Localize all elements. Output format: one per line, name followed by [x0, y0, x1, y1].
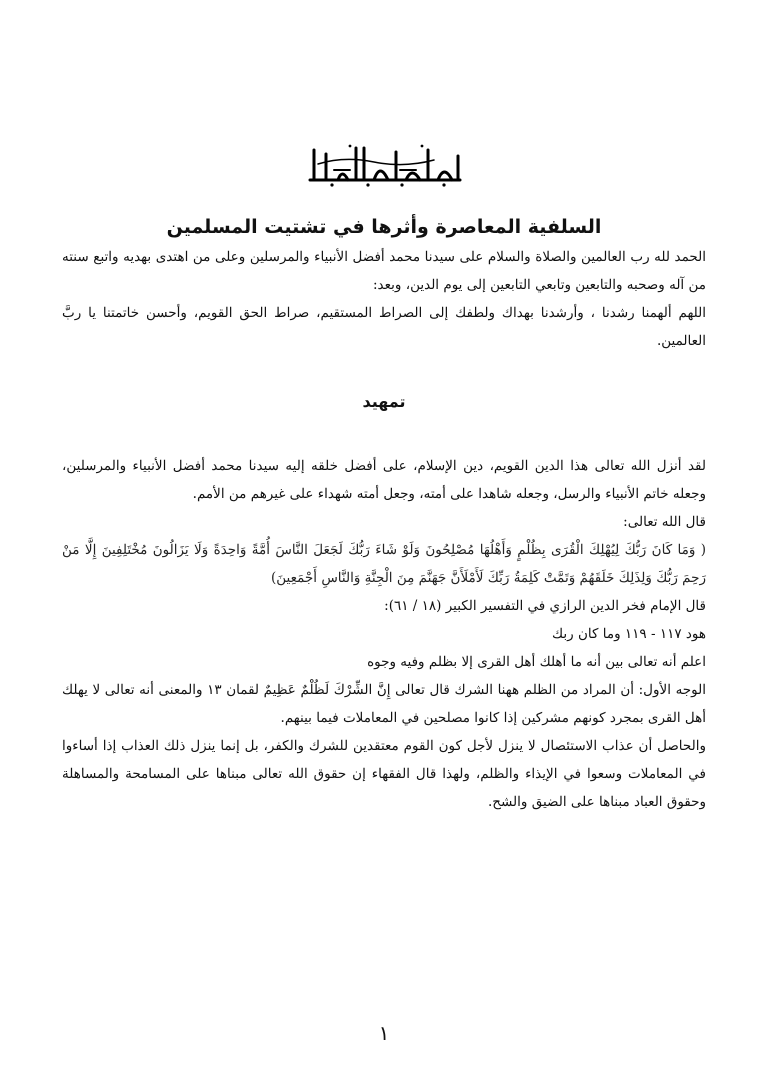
body-paragraph: هود ١١٧ - ١١٩ وما كان ربك: [552, 626, 706, 642]
body-paragraph: والحاصل أن عذاب الاستئصال لا ينزل لأجل كون القوم معتقدين للشرك والكفر، بل إنما ينزل ذلك العذاب إذا أساءوا في المعاملات وسعوا في الإيذاء والظلم، ولهذا قال الفقهاء إن حقوق الله تعالى مبناها على المسامحة والمساهلة وحقوق العباد مبناها على الضيق والشح.: [62, 738, 706, 810]
basmala-calligraphy: [304, 140, 466, 188]
intro-section: [62, 243, 706, 355]
page-number: ١: [378, 1021, 390, 1045]
basmala-calligraphy-icon: [304, 140, 466, 188]
body-paragraph: اعلم أنه تعالى بين أنه ما أهلك أهل القرى إلا بظلم وفيه وجوه: [367, 654, 706, 670]
intro-paragraph: الحمد لله رب العالمين والصلاة والسلام على سيدنا محمد أفضل الأنبياء والمرسلين وعلى من اهتدى بهديه واتبع سنته من آله وصحبه والتابعين وتابعي التابعين إلى يوم الدين، وبعد:: [62, 249, 706, 293]
body-paragraph: قال الله تعالى:: [623, 514, 706, 530]
document-title: السلفية المعاصرة وأثرها في تشتيت المسلمين: [166, 216, 602, 238]
body-paragraph: الوجه الأول: أن المراد من الظلم ههنا الشرك قال تعالى إِنَّ الشِّرْكَ لَظُلْمٌ عَظِيمٌ لقمان ١٣ والمعنى أنه تعالى لا يهلك أهل القرى بمجرد كونهم مشركين إذا كانوا مصلحين في المعاملات فيما بينهم.: [62, 682, 706, 726]
body-paragraph: قال الإمام فخر الدين الرازي في التفسير الكبير (١٨ / ٦١):: [384, 598, 706, 614]
body-section: [62, 452, 706, 816]
section-heading: تمهيد: [362, 392, 406, 411]
intro-paragraph: اللهم ألهمنا رشدنا ، وأرشدنا بهداك ولطفك إلى الصراط المستقيم، صراط الحق القويم، وأحسن خاتمتنا يا ربَّ العالمين.: [62, 305, 706, 349]
body-paragraph: لقد أنزل الله تعالى هذا الدين القويم، دين الإسلام، على أفضل خلقه إليه سيدنا محمد أفضل الأنبياء والمرسلين، وجعله خاتم الأنبياء والرسل، وجعله شاهدا على أمته، وجعل أمته شهداء على غيرهم من الأمم.: [62, 458, 706, 502]
quran-verse: ( وَمَا كَانَ رَبُّكَ لِيُهْلِكَ الْقُرَى بِظُلْمٍ وَأَهْلُهَا مُصْلِحُونَ وَلَوْ شَاءَ رَبُّكَ لَجَعَلَ النَّاسَ أُمَّةً وَاحِدَةً وَلَا يَزَالُونَ مُخْتَلِفِينَ إِلَّا مَنْ رَحِمَ رَبُّكَ وَلِذَلِكَ خَلَقَهُمْ وَتَمَّتْ كَلِمَةُ رَبِّكَ لَأَمْلَأَنَّ جَهَنَّمَ مِنَ الْجِنَّةِ وَالنَّاسِ أَجْمَعِينَ): [62, 542, 706, 586]
